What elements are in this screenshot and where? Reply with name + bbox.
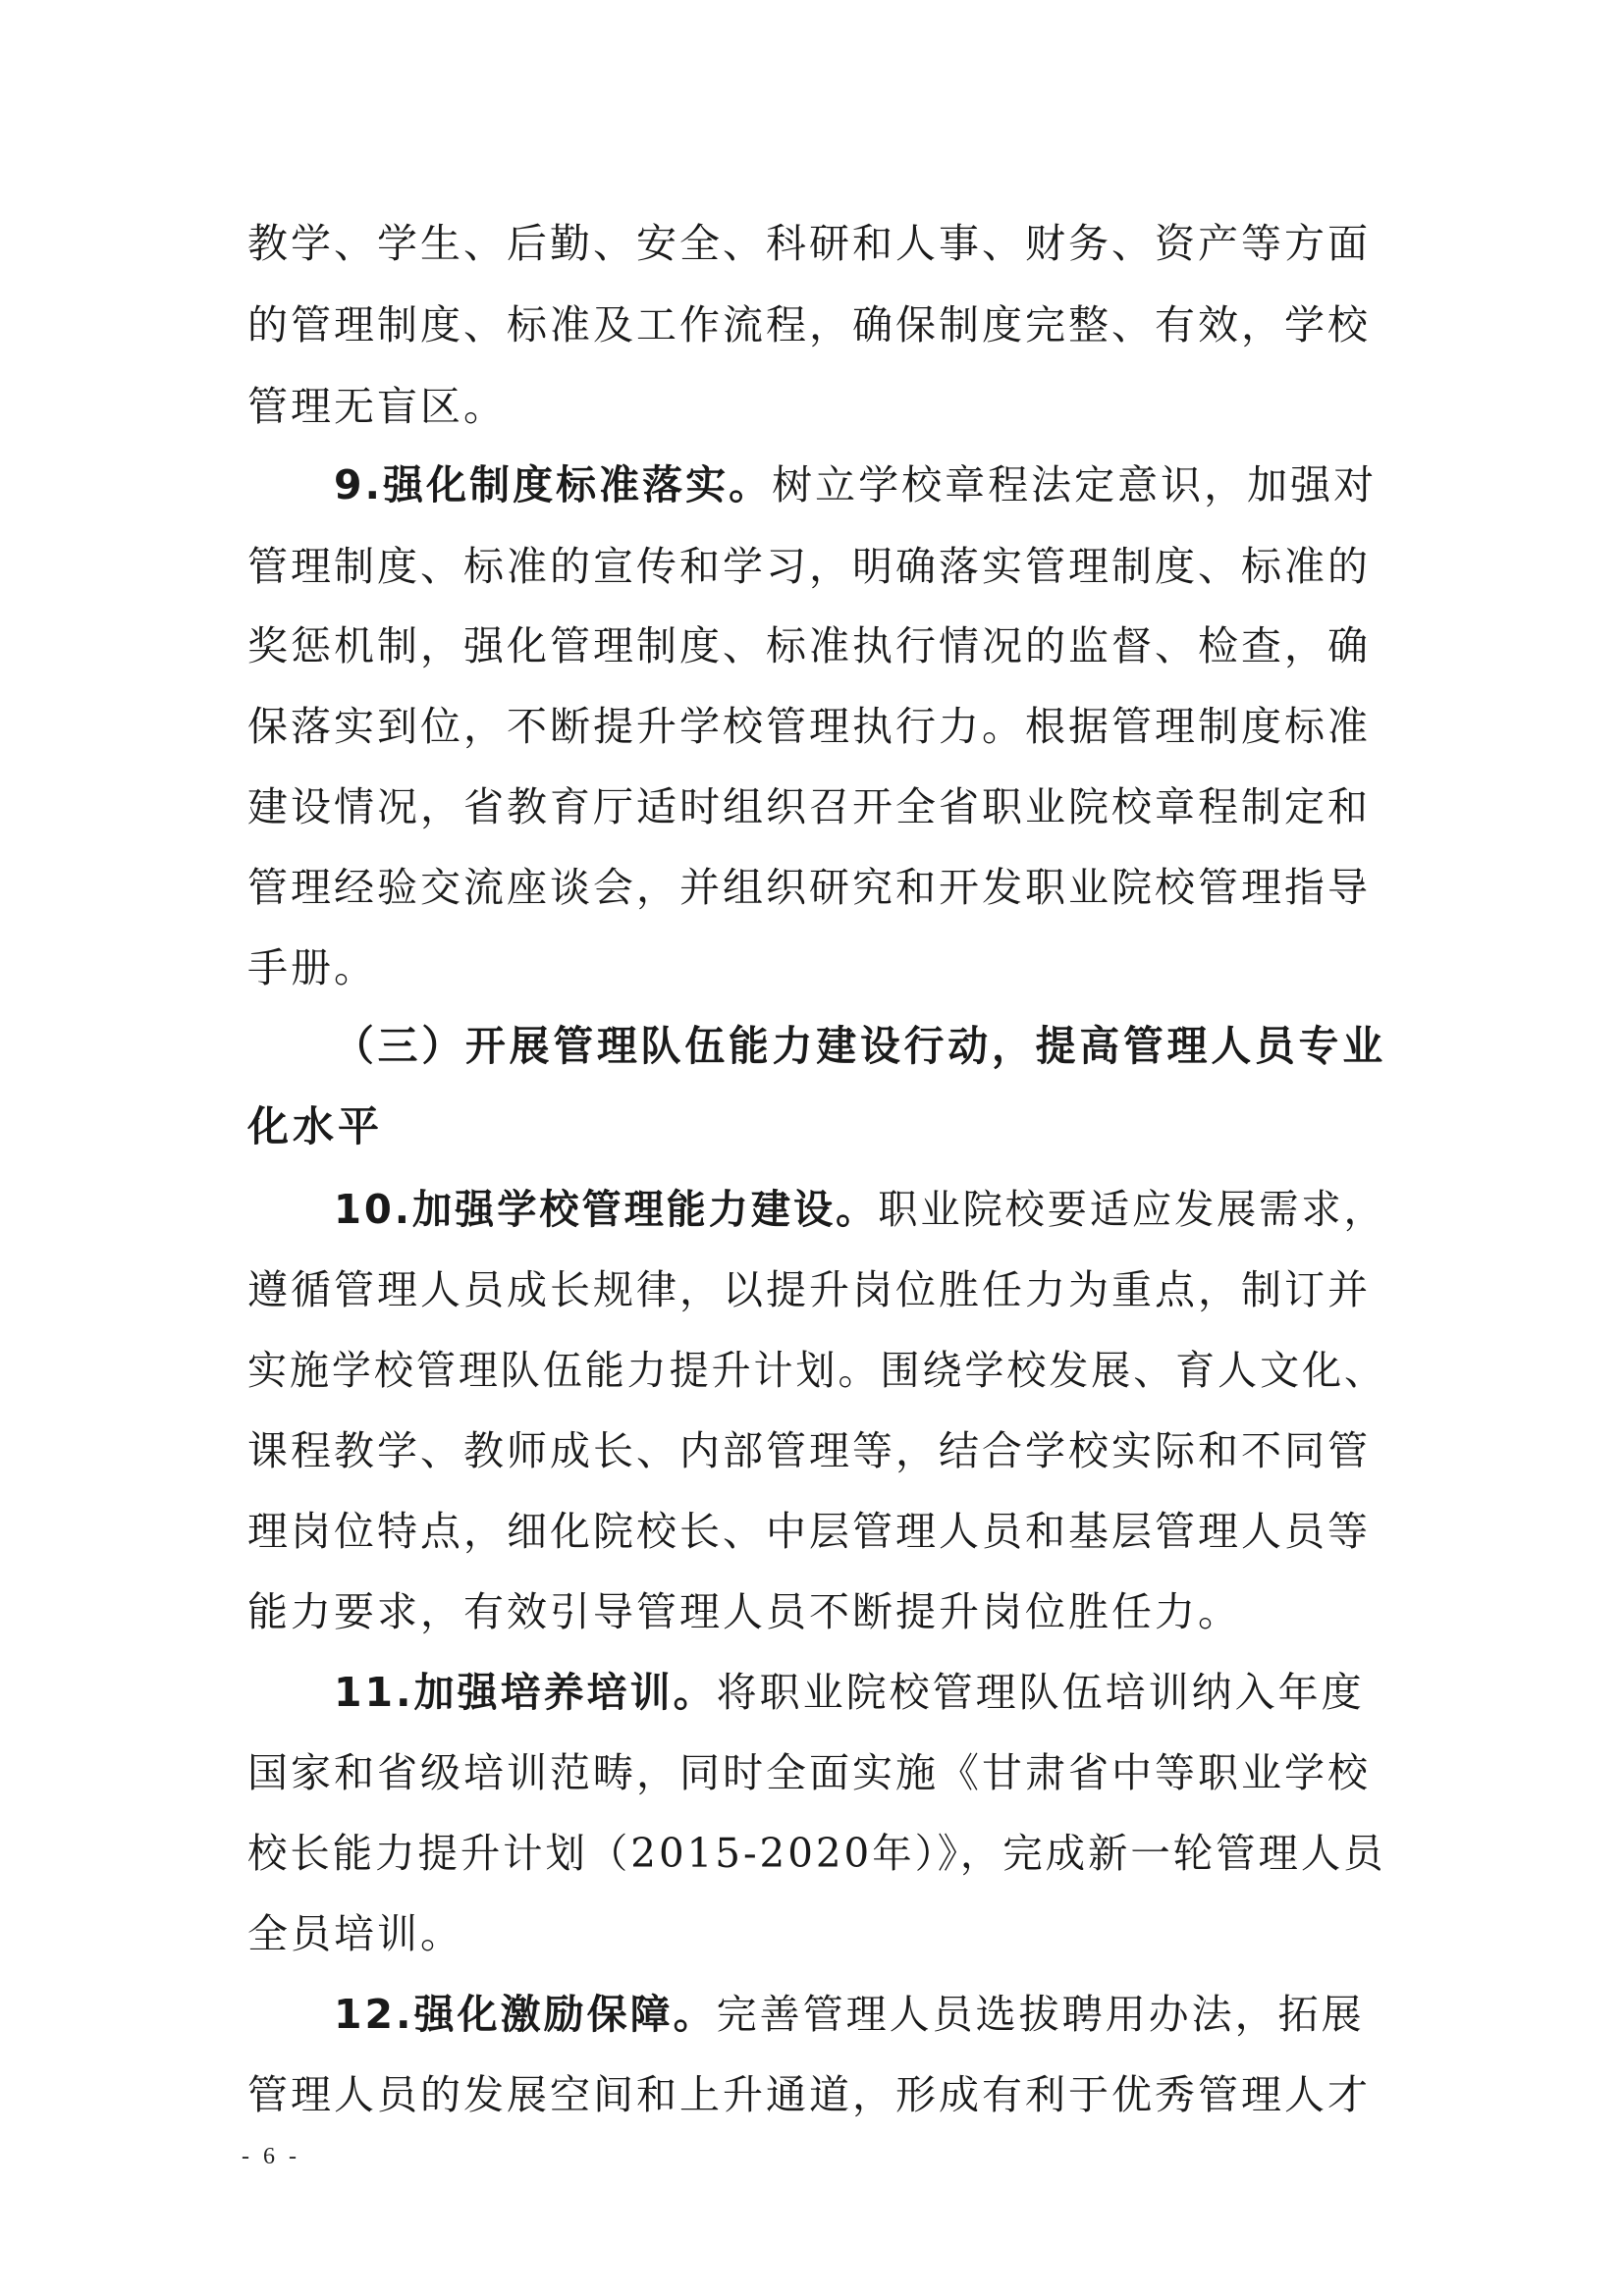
item-12-title: 12.强化激励保障。 xyxy=(334,1991,717,2038)
line-text: 遵循管理人员成长规律，以提升岗位胜任力为重点，制订并 xyxy=(247,1266,1371,1313)
line-text: 校长能力提升计划（2015-2020年）》，完成新一轮管理人员 xyxy=(247,1830,1386,1877)
body-line xyxy=(247,938,377,997)
line-text: 国家和省级培训范畴，同时全面实施《甘肃省中等职业学校 xyxy=(247,1749,1371,1796)
line-text: 的管理制度、标准及工作流程，确保制度完整、有效，学校 xyxy=(247,301,1371,348)
line-text: 手册。 xyxy=(247,944,377,991)
heading-text: 化水平 xyxy=(247,1102,384,1150)
line-text: 奖惩机制，强化管理制度、标准执行情况的监督、检查，确 xyxy=(247,622,1371,669)
line-text: 能力要求，有效引导管理人员不断提升岗位胜任力。 xyxy=(247,1588,1241,1635)
body-line xyxy=(247,1341,1386,1400)
body-line xyxy=(247,1743,1371,1802)
body-line xyxy=(247,214,1371,273)
line-text: 理岗位特点，细化院校长、中层管理人员和基层管理人员等 xyxy=(247,1508,1371,1555)
line-text: 职业院校要适应发展需求， xyxy=(878,1186,1386,1233)
section-heading xyxy=(334,1017,1386,1076)
line-text: 实施学校管理队伍能力提升计划。围绕学校发展、育人文化、 xyxy=(247,1347,1386,1394)
body-line xyxy=(247,1904,463,1963)
item-11-title: 11.加强培养培训。 xyxy=(334,1669,717,1716)
item-10-title: 10.加强学校管理能力建设。 xyxy=(334,1186,879,1233)
page-number: - 6 - xyxy=(242,2144,300,2169)
section-heading-continued xyxy=(247,1097,383,1156)
line-text: 建设情况，省教育厅适时组织召开全省职业院校章程制定和 xyxy=(247,783,1371,830)
body-line xyxy=(247,1502,1371,1561)
line-text: 管理人员的发展空间和上升通道，形成有利于优秀管理人才 xyxy=(247,2071,1371,2118)
body-line xyxy=(247,858,1371,917)
body-line xyxy=(247,616,1371,675)
line-text: 管理无盲区。 xyxy=(247,383,507,430)
body-line xyxy=(247,1582,1241,1641)
body-line xyxy=(247,1421,1371,1480)
item-11-first-line xyxy=(334,1663,1365,1722)
body-line xyxy=(247,1260,1371,1319)
line-text: 树立学校章程法定意识，加强对 xyxy=(772,461,1378,508)
item-9-title: 9.强化制度标准落实。 xyxy=(334,461,773,508)
line-text: 保落实到位，不断提升学校管理执行力。根据管理制度标准 xyxy=(247,703,1371,750)
body-line xyxy=(247,697,1371,756)
item-12-first-line xyxy=(334,1985,1365,2044)
line-text: 课程教学、教师成长、内部管理等，结合学校实际和不同管 xyxy=(247,1427,1371,1474)
line-text: 管理制度、标准的宣传和学习，明确落实管理制度、标准的 xyxy=(247,543,1371,590)
line-text: 将职业院校管理队伍培训纳入年度 xyxy=(716,1669,1365,1716)
body-line xyxy=(247,537,1371,596)
item-10-first-line xyxy=(334,1180,1386,1239)
heading-text: （三）开展管理队伍能力建设行动，提高管理人员专业 xyxy=(334,1022,1387,1070)
line-text: 完善管理人员选拔聘用办法，拓展 xyxy=(716,1991,1365,2038)
body-line xyxy=(247,377,507,436)
item-9-first-line xyxy=(334,455,1377,514)
line-text: 全员培训。 xyxy=(247,1910,463,1957)
line-text: 教学、学生、后勤、安全、科研和人事、财务、资产等方面 xyxy=(247,220,1371,267)
body-line xyxy=(247,1824,1386,1883)
line-text: 管理经验交流座谈会，并组织研究和开发职业院校管理指导 xyxy=(247,864,1371,911)
body-line xyxy=(247,295,1371,354)
body-line xyxy=(247,777,1371,836)
body-line xyxy=(247,2065,1371,2124)
